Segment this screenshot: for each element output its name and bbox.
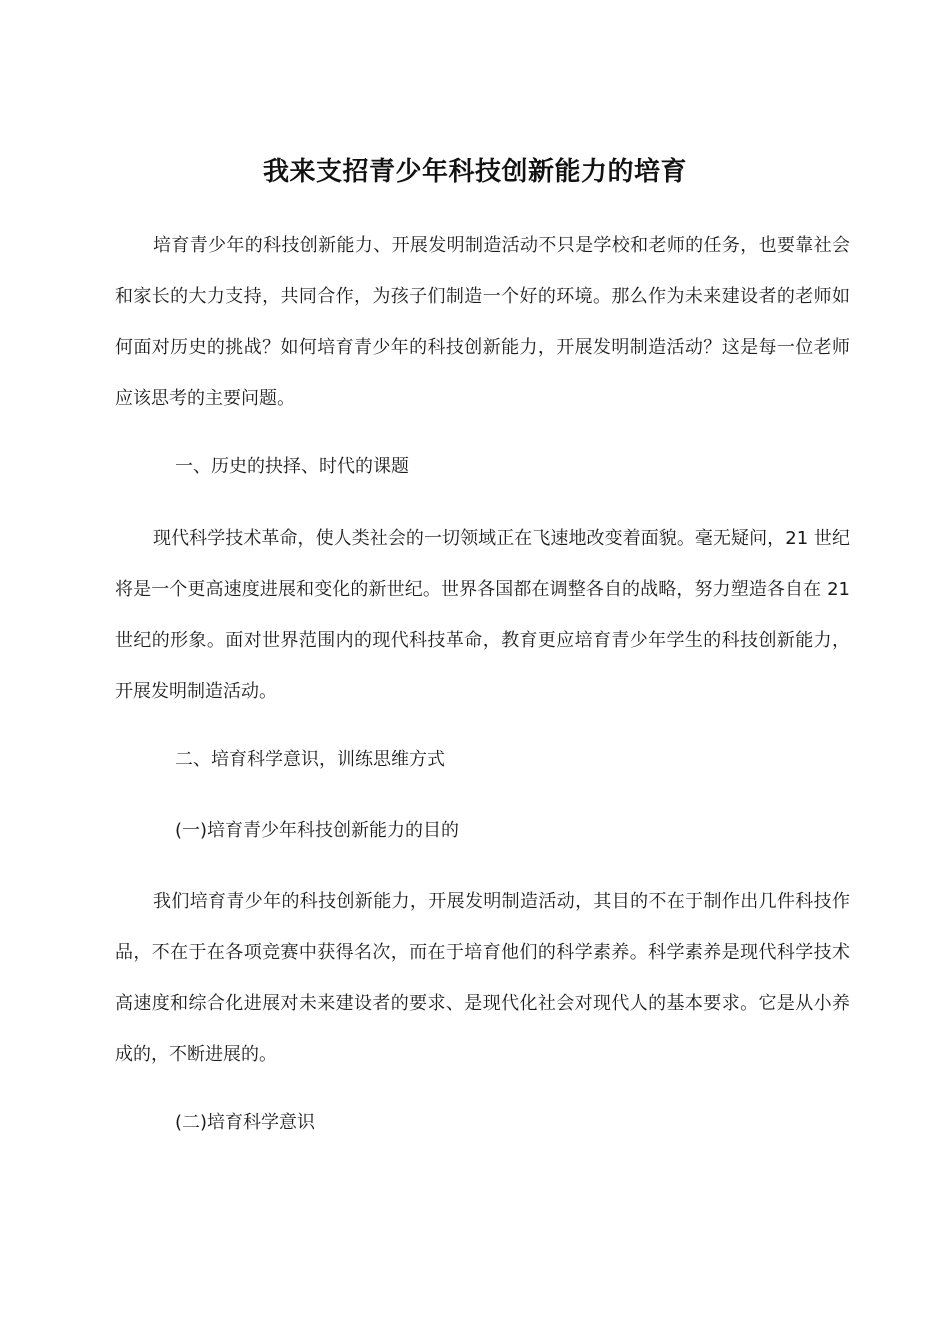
paragraph-section-1: 现代科学技术革命，使人类社会的一切领域正在飞速地改变着面貌。毫无疑问，21 世纪将是一个更高速度进展和变化的新世纪。世界各国都在调整各自的战略，努力塑造各自在 21 世纪的形象。面对世界范围内的现代科技革命，教育更应培育青少年学生的科技创新能力，开展发明制造活动。 xyxy=(115,528,850,702)
section-heading-2: 二、培育科学意识，训练思维方式 xyxy=(175,749,445,770)
document-title: 我来支招青少年科技创新能力的培育 xyxy=(262,157,687,187)
paragraph-intro: 培育青少年的科技创新能力、开展发明制造活动不只是学校和老师的任务，也要靠社会和家长的大力支持，共同合作，为孩子们制造一个好的环境。那么作为未来建设者的老师如何面对历史的挑战？如何培育青少年的科技创新能力，开展发明制造活动？这是每一位老师应该思考的主要问题。 xyxy=(115,235,850,409)
subsection-heading-2: (二)培育科学意识 xyxy=(175,1112,316,1133)
subsection-heading-1: (一)培育青少年科技创新能力的目的 xyxy=(175,820,460,841)
paragraph-subsection-1: 我们培育青少年的科技创新能力，开展发明制造活动，其目的不在于制作出几件科技作品，不在于在各项竞赛中获得名次，而在于培育他们的科学素养。科学素养是现代科学技术高速度和综合化进展对未来建设者的要求、是现代化社会对现代人的基本要求。它是从小养成的，不断进展的。 xyxy=(115,891,850,1065)
section-heading-1: 一、历史的抉择、时代的课题 xyxy=(175,456,409,477)
